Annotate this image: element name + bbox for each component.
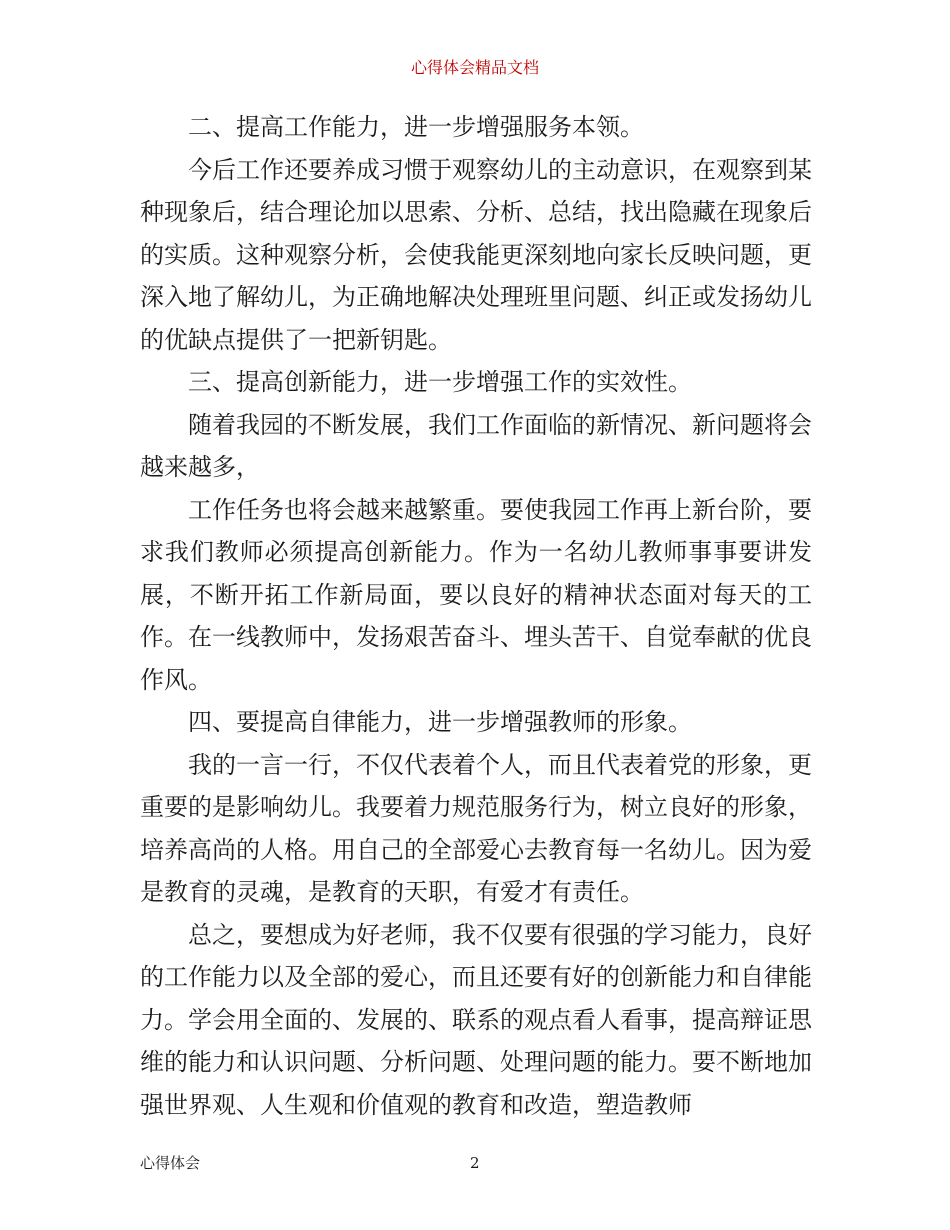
paragraph: 随着我园的不断发展，我们工作面临的新情况、新问题将会越来越多， xyxy=(140,410,812,481)
paragraph: 我的一言一行，不仅代表着个人，而且代表着党的形象，更重要的是影响幼儿。我要着力规范服务行为，树立良好的形象，培养高尚的人格。用自己的全部爱心去教育每一名幼儿。因为爱是教育的灵魂，是教育的天职，有爱才有责任。 xyxy=(140,750,812,906)
section-heading-4: 四、要提高自律能力，进一步增强教师的形象。 xyxy=(188,708,692,736)
paragraph: 今后工作还要养成习惯于观察幼儿的主动意识，在观察到某种现象后，结合理论加以思索、分析、总结，找出隐藏在现象后的实质。这种观察分析，会使我能更深刻地向家长反映问题，更深入地了解幼儿，为正确地解决处理班里问题、纠正或发扬幼儿的优缺点提供了一把新钥匙。 xyxy=(140,155,812,354)
page-number: 2 xyxy=(470,1154,480,1172)
footer-label: 心得体会 xyxy=(140,1154,201,1172)
section-heading-3: 三、提高创新能力，进一步增强工作的实效性。 xyxy=(188,368,692,396)
paragraph: 工作任务也将会越来越繁重。要使我园工作再上新台阶，要求我们教师必须提高创新能力。作为一名幼儿教师事事要讲发展，不断开拓工作新局面，要以良好的精神状态面对每天的工作。在一线教师中，发扬艰苦奋斗、埋头苦干、自觉奉献的优良作风。 xyxy=(140,495,812,694)
section-heading-2: 二、提高工作能力，进一步增强服务本领。 xyxy=(188,113,644,141)
document-body xyxy=(140,106,812,1126)
page-header-title: 心得体会精品文档 xyxy=(410,58,539,77)
paragraph: 总之，要想成为好老师，我不仅要有很强的学习能力，良好的工作能力以及全部的爱心，而且还要有好的创新能力和自律能力。学会用全面的、发展的、联系的观点看人看事，提高辩证思维的能力和认识问题、分析问题、处理问题的能力。要不断地加强世界观、人生观和价值观的教育和改造，塑造教师 xyxy=(140,920,812,1119)
